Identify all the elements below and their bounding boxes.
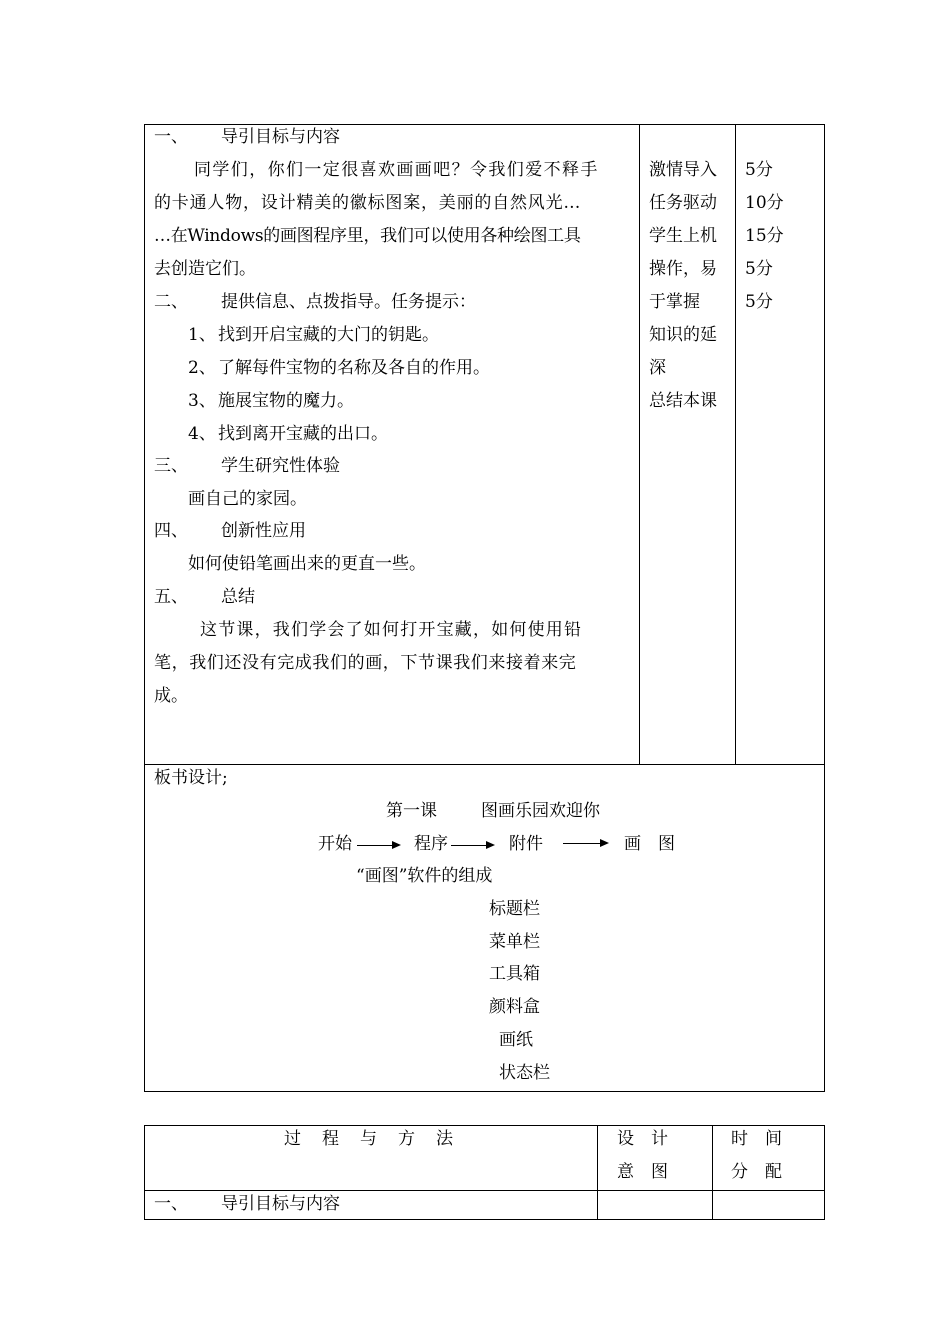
path-step-accessories: 附件 xyxy=(509,834,543,854)
application-text: 如何使铅笔画出来的更直一些。 xyxy=(188,554,426,574)
section-title: 提供信息、点拨指导。任务提示： xyxy=(221,292,476,312)
component-item: 工具箱 xyxy=(489,964,540,984)
header-time: 分 配 xyxy=(731,1162,782,1182)
arrow-icon xyxy=(357,845,399,846)
section-title: 导引目标与内容 xyxy=(221,127,340,147)
component-item: 颜料盒 xyxy=(489,997,540,1017)
header-design: 设 计 xyxy=(617,1129,668,1149)
design-intent-line: 操作，易 xyxy=(649,259,717,279)
section-heading xyxy=(154,127,340,147)
task-item xyxy=(188,358,490,378)
component-item: 菜单栏 xyxy=(489,932,540,952)
time-value: 5分 xyxy=(745,160,773,180)
task-item xyxy=(188,391,354,411)
section-number: 四、 xyxy=(154,521,188,541)
intro-line: 的卡通人物，设计精美的徽标图案，美丽的自然风光… xyxy=(154,193,582,213)
task-number: 3、 xyxy=(188,391,216,411)
section-number: 二、 xyxy=(154,292,188,312)
summary-line: 这节课，我们学会了如何打开宝藏，如何使用铅 xyxy=(200,620,583,640)
section-number: 一、 xyxy=(154,127,188,147)
design-intent-line: 任务驱动 xyxy=(649,193,717,213)
design-intent-line: 知识的延 xyxy=(649,325,717,345)
arrow-icon xyxy=(451,845,493,846)
time-value: 15分 xyxy=(745,226,784,246)
summary-line: 笔，我们还没有完成我们的画，下节课我们来接着来完 xyxy=(154,653,577,673)
intro-line: …在Windows的画图程序里，我们可以使用各种绘图工具 xyxy=(154,226,581,246)
time-value: 5分 xyxy=(745,259,773,279)
design-intent-line: 于掌握 xyxy=(649,292,700,312)
component-item: 画纸 xyxy=(499,1030,533,1050)
board-design-label: 板书设计; xyxy=(154,768,228,788)
design-intent-line: 激情导入 xyxy=(649,160,717,180)
section-number: 五、 xyxy=(154,587,188,607)
task-text: 施展宝物的魔力。 xyxy=(218,391,354,411)
experience-text: 画自己的家园。 xyxy=(188,489,307,509)
header-design: 意 图 xyxy=(617,1162,668,1182)
path-step-programs: 程序 xyxy=(414,834,448,854)
time-value: 10分 xyxy=(745,193,784,213)
column-divider-1 xyxy=(597,1125,598,1220)
path-step-start: 开始 xyxy=(318,834,352,854)
lesson-title: 图画乐园欢迎你 xyxy=(481,801,600,821)
design-intent-line: 深 xyxy=(649,358,666,378)
section-number: 三、 xyxy=(154,456,188,476)
task-item xyxy=(188,325,439,345)
task-text: 找到开启宝藏的大门的钥匙。 xyxy=(218,325,439,345)
path-step-paint: 画 图 xyxy=(624,834,675,854)
task-text: 找到离开宝藏的出口。 xyxy=(218,424,388,444)
row-divider xyxy=(144,764,825,765)
section-heading xyxy=(154,456,340,476)
section-heading xyxy=(154,1194,340,1214)
section-title: 创新性应用 xyxy=(221,521,306,541)
section-heading xyxy=(154,292,476,312)
design-intent-line: 总结本课 xyxy=(649,391,717,411)
task-text: 了解每件宝物的名称及各自的作用。 xyxy=(218,358,490,378)
section-title: 学生研究性体验 xyxy=(221,456,340,476)
section-heading xyxy=(154,521,306,541)
summary-line: 成。 xyxy=(154,686,188,706)
header-process: 过 程 与 方 法 xyxy=(284,1129,455,1149)
task-number: 4、 xyxy=(188,424,216,444)
component-item: 状态栏 xyxy=(499,1063,550,1083)
column-divider-1 xyxy=(639,124,640,765)
composition-title: “画图”软件的组成 xyxy=(356,866,493,886)
task-item xyxy=(188,424,388,444)
section-number: 一、 xyxy=(154,1194,188,1214)
section-title: 总结 xyxy=(221,587,255,607)
column-divider-2 xyxy=(712,1125,713,1220)
lesson-number: 第一课 xyxy=(386,801,437,821)
design-intent-line: 学生上机 xyxy=(649,226,717,246)
section-heading xyxy=(154,587,255,607)
intro-line: 去创造它们。 xyxy=(154,259,256,279)
intro-line: 同学们，你们一定很喜欢画画吧？令我们爱不释手 xyxy=(194,160,599,180)
component-item: 标题栏 xyxy=(489,899,540,919)
header-time: 时 间 xyxy=(731,1129,782,1149)
task-number: 2、 xyxy=(188,358,216,378)
header-divider xyxy=(144,1190,825,1191)
column-divider-2 xyxy=(735,124,736,765)
section-title: 导引目标与内容 xyxy=(221,1194,340,1214)
time-value: 5分 xyxy=(745,292,773,312)
arrow-icon xyxy=(563,843,607,844)
task-number: 1、 xyxy=(188,325,216,345)
